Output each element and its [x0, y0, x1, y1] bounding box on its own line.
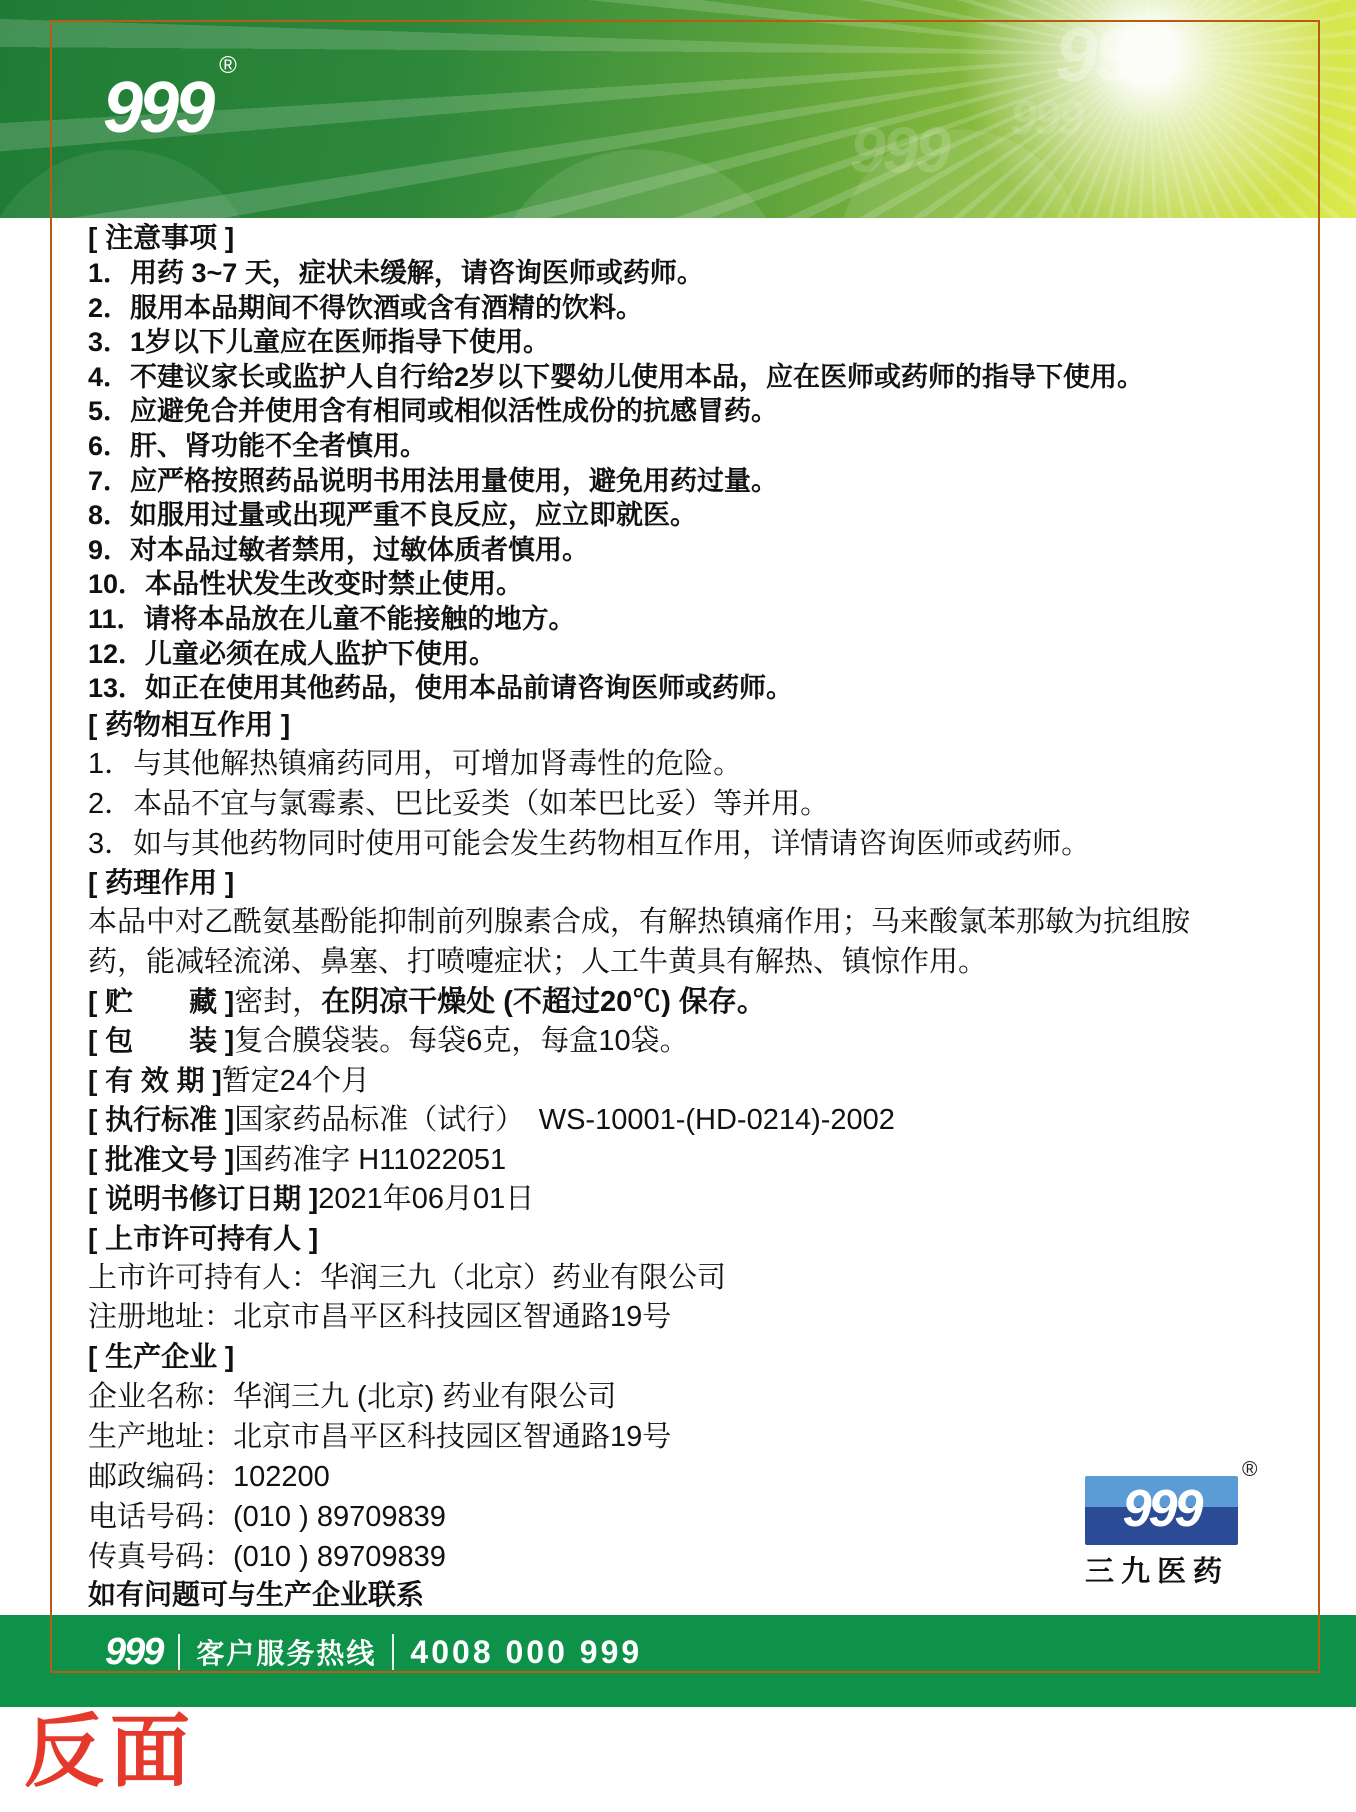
precaution-item: 10．本品性状发生改变时禁止使用。	[88, 569, 524, 600]
section-title-license-holder: [ 上市许可持有人 ]	[88, 1222, 319, 1254]
storage-value-emphasis: 在阴凉干燥处 (不超过20℃) 保存。	[321, 985, 766, 1018]
999-blue-logo-icon	[1085, 1476, 1238, 1545]
packaging-row	[88, 1021, 1300, 1061]
packaging-label: [ 包 装 ]	[88, 1025, 235, 1057]
banner-999-watermark-icon: 999	[1055, 13, 1173, 98]
precaution-item: 4．不建议家长或监护人自行给2岁以下婴幼儿使用本品，应在医师或药师的指导下使用。	[88, 361, 1145, 392]
approval-value: 国药准字 H11022051	[234, 1143, 507, 1176]
precaution-item: 8．如服用过量或出现严重不良反应，应立即就医。	[88, 500, 698, 531]
storage-label: [ 贮 藏 ]	[88, 985, 235, 1017]
precaution-item: 2．服用本品期间不得饮酒或含有酒精的饮料。	[88, 292, 644, 323]
revision-label: [ 说明书修订日期 ]	[88, 1183, 319, 1215]
manufacturer-line: 生产地址：北京市昌平区科技园区智通路19号	[88, 1420, 672, 1453]
revision-value: 2021年06月01日	[318, 1183, 535, 1216]
validity-label: [ 有 效 期 ]	[88, 1064, 222, 1096]
precaution-item: 6．肝、肾功能不全者慎用。	[88, 430, 428, 461]
precaution-item: 12．儿童必须在成人监护下使用。	[88, 638, 497, 669]
banner-999-watermark-icon: 999	[850, 114, 948, 186]
manufacturer-line: 企业名称：华润三九 (北京) 药业有限公司	[88, 1380, 617, 1413]
registered-trademark-icon: ®	[1242, 1458, 1258, 1481]
service-label: 客户服务热线	[196, 1638, 377, 1669]
storage-row	[88, 982, 1300, 1022]
standard-value: 国家药品标准（试行） WS-10001-(HD-0214)-2002	[234, 1104, 895, 1137]
precaution-item: 3．1岁以下儿童应在医师指导下使用。	[88, 327, 551, 358]
section-title-pharmacology: [ 药理作用 ]	[88, 866, 235, 898]
approval-label: [ 批准文号 ]	[88, 1143, 235, 1175]
validity-row	[88, 1061, 1300, 1101]
manufacturer-line: 传真号码：(010 ) 89709839	[88, 1540, 446, 1573]
back-side-label: 反面	[24, 1707, 196, 1796]
999-logo-text: 999	[1122, 1479, 1201, 1538]
company-name: 三九医药	[1085, 1556, 1230, 1588]
leaflet-text	[88, 220, 1300, 1613]
corporate-logo	[1085, 1458, 1270, 1590]
registered-trademark-icon: ®	[219, 52, 237, 79]
manufacturer-line: 电话号码：(010 ) 89709839	[88, 1500, 446, 1533]
revision-row	[88, 1179, 1300, 1219]
interaction-item: 2．本品不宜与氯霉素、巴比妥类（如苯巴比妥）等并用。	[88, 787, 830, 820]
brand-999-logo: 999®	[103, 52, 237, 148]
service-hotline-bar	[0, 1615, 1356, 1707]
section-title-precautions: [ 注意事项 ]	[88, 222, 235, 253]
holder-line: 上市许可持有人：华润三九（北京）药业有限公司	[88, 1261, 727, 1294]
standard-row	[88, 1100, 1300, 1140]
manufacturer-line: 邮政编码：102200	[88, 1460, 330, 1493]
hotline-number: 4008 000 999	[410, 1633, 643, 1670]
footer-999-logo: 999	[105, 1631, 163, 1673]
interaction-item: 3．如与其他药物同时使用可能会发生药物相互作用，详情请咨询医师或药师。	[88, 827, 1091, 860]
precaution-item: 11．请将本品放在儿童不能接触的地方。	[88, 603, 576, 634]
divider	[392, 1634, 394, 1670]
approval-row	[88, 1140, 1300, 1180]
top-banner	[0, 0, 1356, 218]
precaution-item: 9．对本品过敏者禁用，过敏体质者慎用。	[88, 534, 590, 565]
contact-note: 如有问题可与生产企业联系	[88, 1578, 425, 1610]
storage-value: 密封，	[234, 985, 322, 1018]
interaction-item: 1．与其他解热镇痛药同用，可增加肾毒性的危险。	[88, 747, 743, 780]
packaging-value: 复合膜袋装。每袋6克，每盒10袋。	[234, 1025, 689, 1058]
validity-value: 暂定24个月	[221, 1064, 371, 1097]
banner-999-watermark-icon: 999	[1010, 92, 1082, 145]
section-title-drug-interactions: [ 药物相互作用 ]	[88, 708, 291, 740]
pharmacology-line: 药，能减轻流涕、鼻塞、打喷嚏症状；人工牛黄具有解热、镇惊作用。	[88, 945, 988, 978]
section-title-manufacturer: [ 生产企业 ]	[88, 1340, 235, 1372]
standard-label: [ 执行标准 ]	[88, 1104, 235, 1136]
pharmacology-line: 本品中对乙酰氨基酚能抑制前列腺素合成，有解热镇痛作用；马来酸氯苯那敏为抗组胺	[88, 905, 1191, 938]
divider	[178, 1634, 180, 1670]
precaution-item: 7．应严格按照药品说明书用法用量使用，避免用药过量。	[88, 465, 779, 496]
precaution-item: 5．应避免合并使用含有相同或相似活性成份的抗感冒药。	[88, 396, 779, 427]
precaution-item: 1．用药 3~7 天，症状未缓解，请咨询医师或药师。	[88, 258, 704, 288]
precaution-item: 13．如正在使用其他药品，使用本品前请咨询医师或药师。	[88, 673, 794, 704]
holder-line: 注册地址：北京市昌平区科技园区智通路19号	[88, 1300, 672, 1333]
